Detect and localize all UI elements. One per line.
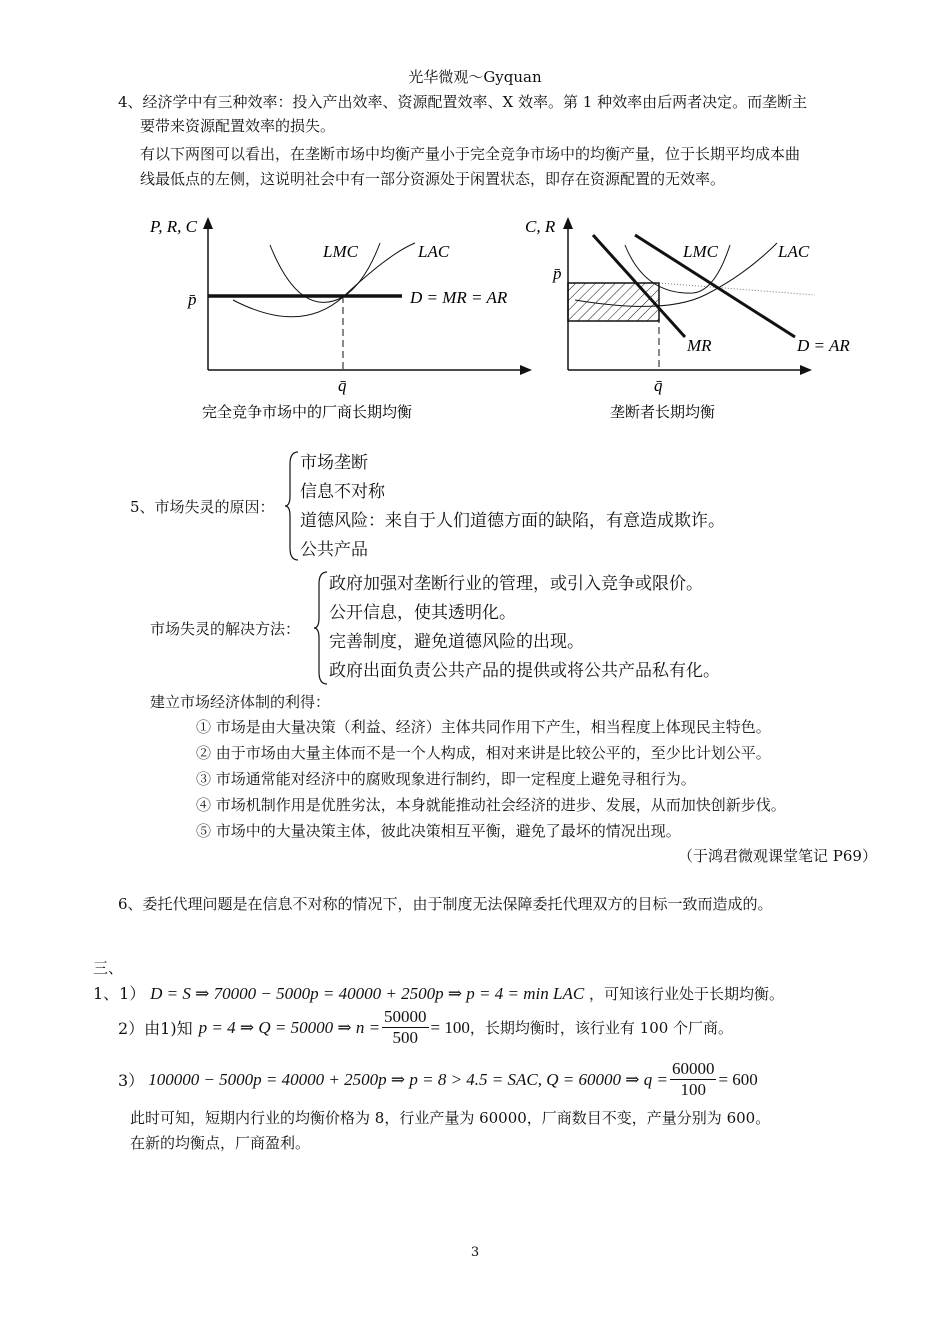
graph2-x-arrow [800, 365, 812, 375]
page-number: 3 [470, 1245, 480, 1260]
pros-item: ④ 市场机制作用是优胜劣汰，本身就能推动社会经济的进步、发展，从而加快创新步伐。 [196, 796, 786, 814]
graph1-caption: 完全竞争市场中的厂商长期均衡 [202, 405, 413, 421]
pros-item: ① 市场是由大量决策（利益、经济）主体共同作用下产生，相当程度上体现民主特色。 [196, 718, 771, 736]
cause-item: 市场垄断 [300, 453, 368, 473]
part3-heading: 三、 [93, 959, 124, 977]
graph1-q-label: q̄ [338, 376, 347, 395]
source-note: （于鸿君微观课堂笔记 P69） [678, 847, 877, 865]
q2-numerator: 50000 [384, 1007, 427, 1026]
q3-line [118, 1059, 758, 1100]
q2-equation: p = 4 ⇒ Q = 50000 ⇒ n = [198, 1017, 381, 1037]
graph2-demand-label: D = AR [797, 336, 850, 355]
q3-result: = 600 [718, 1069, 758, 1089]
graph2-lac-label: LAC [778, 242, 810, 261]
graph1-demand-label: D = MR = AR [410, 288, 508, 307]
q2-line [118, 1007, 733, 1048]
graph1-y-axis-label: P, R, C [150, 217, 197, 236]
solution-item: 政府出面负责公共产品的提供或将公共产品私有化。 [329, 661, 720, 681]
q2-result: = 100 [430, 1017, 470, 1037]
section6-text: 6、委托代理问题是在信息不对称的情况下，由于制度无法保障委托代理双方的目标一致而造成的。 [118, 895, 773, 913]
q3-numerator: 60000 [671, 1059, 715, 1078]
graph2-price-label: p̄ [553, 264, 562, 283]
pros-item: ⑤ 市场中的大量决策主体，彼此决策相互平衡，避免了最坏的情况出现。 [196, 822, 681, 840]
graph2-y-arrow [563, 217, 573, 229]
cause-item: 公共产品 [300, 540, 368, 560]
cause-item: 道德风险：来自于人们道德方面的缺陷，有意造成欺诈。 [300, 511, 725, 531]
solutions-brace [313, 570, 329, 686]
page-header: 光华微观～Gyquan [408, 68, 542, 86]
solutions-label: 市场失灵的解决方法： [150, 620, 301, 638]
perfect-competition-graph [140, 205, 540, 425]
q2-fraction [382, 1007, 429, 1048]
q3-prefix: 3） [118, 1071, 145, 1090]
q3-fraction [670, 1059, 717, 1100]
graph2-y-axis-label: C, R [525, 217, 556, 236]
monopoly-graph [515, 205, 895, 425]
cause-item: 信息不对称 [300, 482, 385, 502]
q2-denominator: 500 [392, 1028, 419, 1047]
pros-title: 建立市场经济体制的利得： [150, 693, 331, 711]
graph2-caption: 垄断者长期均衡 [610, 405, 716, 421]
graph1-lmc-label: LMC [323, 242, 358, 261]
graph2-profit-area [568, 283, 659, 321]
q1-text: ，可知该行业处于长期均衡。 [588, 985, 784, 1003]
pros-item: ③ 市场通常能对经济中的腐败现象进行制约，即一定程度上避免寻租行为。 [196, 770, 696, 788]
q1-line [93, 982, 784, 1006]
causes-brace [284, 450, 300, 562]
section4-line3: 有以下两图可以看出，在垄断市场中均衡产量小于完全竞争市场中的均衡产量，位于长期平均成本曲 [140, 145, 801, 163]
conclusion-line1: 此时可知，短期内行业的均衡价格为 8，行业产量为 60000，厂商数目不变，产量分别为 600。 [130, 1109, 771, 1127]
graph2-q-label: q̄ [654, 376, 663, 395]
section4-line4: 线最低点的左侧，这说明社会中有一部分资源处于闲置状态，即存在资源配置的无效率。 [140, 170, 726, 188]
solution-item: 政府加强对垄断行业的管理，或引入竞争或限价。 [329, 574, 703, 594]
q3-equation: 100000 − 5000p = 40000 + 2500p ⇒ p = 8 > 4.5 = SAC, Q = 60000 ⇒ q = [148, 1069, 668, 1089]
solution-item: 完善制度，避免道德风险的出现。 [329, 632, 584, 652]
q1-prefix: 1、1） [93, 984, 146, 1003]
conclusion-line2: 在新的均衡点，厂商盈利。 [130, 1134, 311, 1152]
q1-equation: D = S ⇒ 70000 − 5000p = 40000 + 2500p ⇒ p = 4 = min LAC [150, 984, 585, 1003]
graph2-lmc-label: LMC [683, 242, 718, 261]
section4-line1: 4、经济学中有三种效率：投入产出效率、资源配置效率、X 效率。第 1 种效率由后两者决定。而垄断主 [118, 93, 808, 111]
q2-text: ，长期均衡时，该行业有 100 个厂商。 [469, 1019, 734, 1037]
pros-item: ② 由于市场由大量主体而不是一个人构成，相对来讲是比较公平的，至少比计划公平。 [196, 744, 771, 762]
graph1-price-label: p̄ [188, 290, 197, 309]
graph1-lac-label: LAC [418, 242, 450, 261]
graph1-y-arrow [203, 217, 213, 229]
section4-line2: 要带来资源配置效率的损失。 [140, 117, 336, 135]
q3-denominator: 100 [680, 1080, 706, 1099]
solution-item: 公开信息，使其透明化。 [329, 603, 516, 623]
causes-label: 5、市场失灵的原因： [130, 498, 275, 516]
q2-prefix: 2）由1)知 [118, 1019, 193, 1038]
graph2-mr-label: MR [687, 336, 712, 355]
